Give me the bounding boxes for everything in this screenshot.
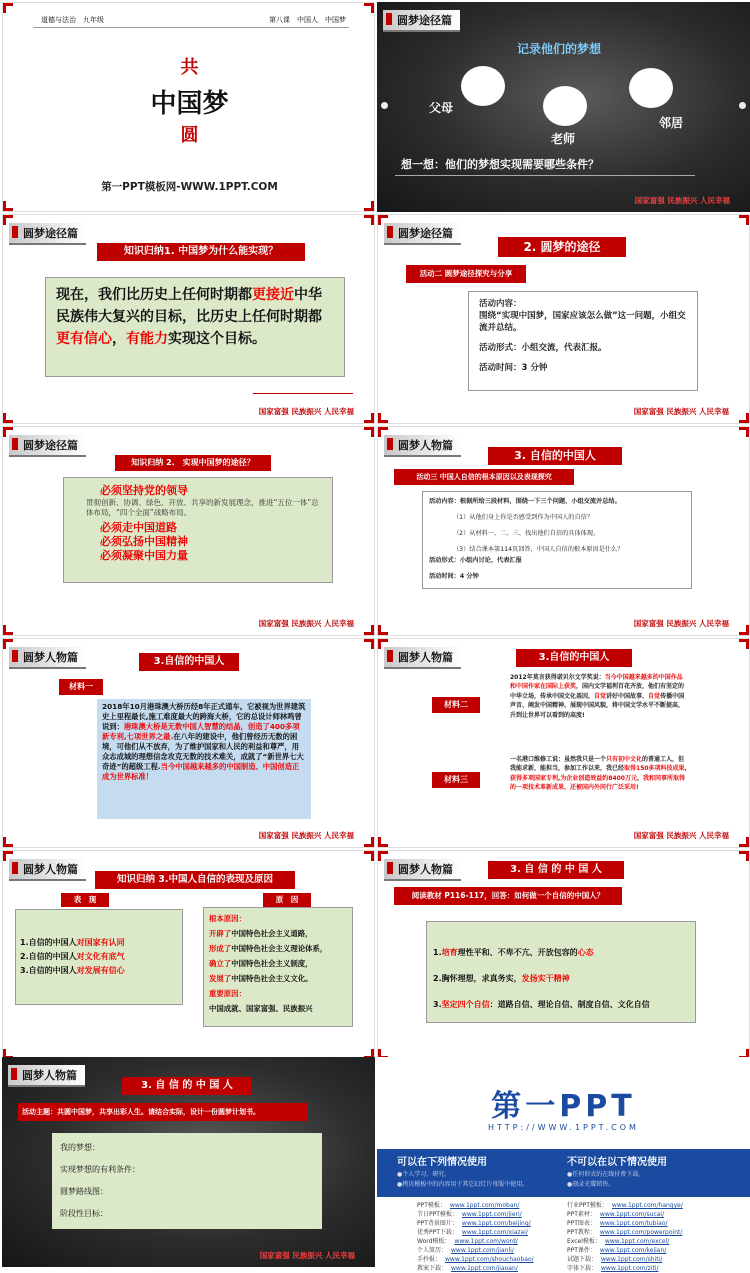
section-tag: 圆梦人物篇 [9,859,86,881]
material-2-text [510,673,688,720]
text-run: 中华民族伟大复兴的目标，比历史上任何时期都 [56,287,322,325]
link-item: Word模板： www.1ppt.com/word/ [417,1238,518,1245]
slide-8-material2-3[interactable] [377,638,750,848]
corner [739,639,749,649]
footer-slogan: 国家富强 民族振兴 人民幸福 [258,407,354,416]
slide-heading: 3. 自 信 的 中 国 人 [488,861,624,879]
material-text: 2018年10月港珠澳大桥历经8年正式通车。它被视为世界建筑史上里程最长,施工难度最大的跨海大桥，它的总设计师林鸣曾说到： [102,702,306,731]
material-3-text [510,755,688,793]
footer-slogan: 国家富强 民族振兴 人民幸福 [634,196,730,205]
section-tag: 圆梦途径篇 [383,10,460,32]
field-goals[interactable]: 阶段性目标： [60,1209,108,1218]
column-header-performance: 表 现 [61,893,109,907]
footer-slogan: 国家富强 民族振兴 人民幸福 [258,619,354,628]
corner [3,837,13,847]
link-item: PPT背景图片： www.1ppt.com/beijing/ [417,1220,531,1227]
corner [364,625,374,635]
label-teacher: 老师 [551,132,576,146]
time-line: 活动时间：4 分钟 [429,573,479,580]
highlight-run: 自觉 [648,692,661,700]
link-item: 教案下载： www.1ppt.com/jiaoan/ [417,1265,518,1272]
link-item: PPT教程： www.1ppt.com/powerpoint/ [567,1229,683,1236]
link-item: 字体下载： www.1ppt.com/ziti/ [567,1265,659,1272]
corner [3,3,13,13]
corner [739,837,749,847]
corner [739,625,749,635]
way-4: 必须凝聚中国力量 [100,549,188,562]
slide-heading: 3.自信的中国人 [139,653,239,671]
can-use-title: 可以在下列情况使用 [397,1157,487,1168]
highlight-run: 当今中国越来越多的中国作品和中国作家在国际上获奖 [510,674,683,691]
highlight-run: 自觉 [594,692,607,700]
link-item: 行业PPT模板： www.1ppt.com/hangye/ [567,1202,683,1209]
link-item: PPT模板： www.1ppt.com/moban/ [417,1202,520,1209]
question: 想一想：他们的梦想实现需要哪些条件？ [401,158,599,171]
knowledge-heading: 知识归纳1. 中国梦为什么能实现？ [97,243,305,261]
activity-label: 活动二 圆梦途径探究与分享 [406,265,526,283]
corner [364,201,374,211]
text-run: 2012年莫言获得诺贝尔文学奖说： [510,674,605,681]
highlight-run: 有能力 [126,331,168,347]
root-reason-label: 根本原因： [209,914,246,923]
divider [253,393,353,394]
section-tag: 圆梦人物篇 [384,435,461,457]
reason-item: 发展了中国特色社会主义文化。 [209,974,313,983]
can-use-1: ●个人学习、研究。 [397,1171,451,1178]
highlight-run: 我和同事所取得的一项技术革新成果，还被国内外同行广泛采用! [510,774,686,792]
material-3-label: 材料三 [432,772,480,788]
left-link-list [417,1201,534,1273]
performance-item: 1.自信的中国人对国家有认同 [20,938,125,947]
ways-box [63,477,333,583]
activity-box [468,291,698,391]
time-text: 活动时间：3 分钟 [479,363,548,373]
label-parents: 父母 [429,101,454,115]
field-roadmap[interactable]: 圆梦路线图： [60,1187,108,1196]
ppt-url[interactable]: HTTP://WWW.1PPT.COM [488,1123,639,1132]
corner [364,837,374,847]
neighbor-circle [629,68,673,108]
answer-box [426,921,696,1023]
corner [364,413,374,423]
slide-5-ways[interactable] [2,426,375,636]
slide-9-summary[interactable] [2,850,375,1060]
way-3: 必须弘扬中国精神 [100,535,188,548]
content-line: 活动内容：根据所给三段材料，围绕一下三个问题，小组交流并总结。 [429,498,621,505]
text-run: 一名港口维修工说：虽然我只是一个 [510,756,607,763]
corner [378,837,388,847]
answer-box [45,277,345,377]
knowledge-heading: 知识归纳 3.中国人自信的表现及原因 [95,871,295,889]
highlight-run: 更有信心 [56,331,112,347]
lesson-label: 第八课 中国人 中国梦 [269,16,346,24]
footer-slogan: 国家富强 民族振兴 人民幸福 [258,831,354,840]
footer-slogan: 国家富强 民族振兴 人民幸福 [259,1251,355,1260]
subject-label: 道德与法治 九年级 [41,16,104,24]
answer-2: 2.胸怀理想，求真务实，发扬实干精神 [433,974,570,983]
highlight-run: 更接近 [252,287,294,303]
corner [739,215,749,225]
section-tag: 圆梦途径篇 [384,223,461,245]
corner [364,215,374,225]
teacher-circle [543,86,587,126]
divider [395,175,695,176]
dot [381,102,388,109]
link-item: 手抄报： www.1ppt.com/shouchaobao/ [417,1256,534,1263]
material-text: 在八年的建设中，他们曾经历无数的困境，可他们从不放弃，为了维护国家和人民的利益和尊严，用众志成城的理想信念攻克无数的技术难关，成就了“新世界七大奇迹”的超级工程. [102,732,304,771]
slide-7-material1[interactable] [2,638,375,848]
link-item: PPT图表： www.1ppt.com/tubiao/ [567,1220,668,1227]
performance-item: 2.自信的中国人对文化有底气 [20,952,125,961]
corner [3,413,13,423]
link-item: 试题下载： www.1ppt.com/shiti/ [567,1256,663,1263]
footer-slogan: 国家富强 民族振兴 人民幸福 [633,407,729,416]
slide-10-how[interactable] [377,850,750,1060]
field-conditions[interactable]: 实现梦想的有利条件： [60,1165,140,1174]
corner [378,413,388,423]
slide-heading: 3.自信的中国人 [516,649,632,667]
right-link-list [567,1201,683,1273]
text-run: ， [636,774,643,782]
content-text: 围绕“实现中国梦，国家应该怎么做”这一问题，小组交流并总结。 [479,311,686,333]
slide-6-activity3[interactable] [377,426,750,636]
activity-label: 活动三 中国人自信的根本原因以及表现探究 [394,469,574,485]
way-1-detail: 贯彻创新、协调、绿色、开放、共享的新发展理念，推进“五位一体”总体布局，“四个全面”战略布局。 [86,498,319,517]
highlight-run: 当今中国越来越多的中国制造、中国创造正成为世界标准！ [102,762,300,781]
material-box [97,699,311,819]
corner [378,625,388,635]
slide-2-dreams[interactable] [377,2,750,212]
slide-heading: 3. 自信的中国人 [488,447,622,465]
reasons-box [203,907,353,1027]
parent-circle [461,66,505,106]
slide-11-plan[interactable] [2,1057,375,1267]
section-tag: 圆梦人物篇 [8,1065,85,1087]
activity-theme: 活动主题：共圆中国梦，共享出彩人生。请结合实际，设计一份圆梦计划书。 [18,1103,308,1121]
way-1: 必须坚持党的领导 [100,484,188,497]
reading-prompt: 阅读教材 P116-117，回答：如何做一个自信的中国人？ [394,887,622,905]
can-use-2: ●拷贝模板中的内容用于其它幻灯片母版中使用。 [397,1181,529,1188]
section-tag: 圆梦人物篇 [384,647,461,669]
text-run: ， [112,331,126,347]
slide-3-why[interactable] [2,214,375,424]
slide-heading: 3. 自 信 的 中 国 人 [122,1077,252,1095]
form-line: 活动形式：小组内讨论，代表汇报 [429,557,522,564]
corner [3,625,13,635]
slide-heading: 2. 圆梦的途径 [498,237,626,257]
text-run: 传播中国声音、阐发中国精神、展现中国风貌，将中国文学水平不断提高，升到让世界可以看到的高度! [510,692,685,719]
highlight-run: 取得150多项科技成果,获得多项国家专利,为企业创造效益约8400万元 [510,765,687,782]
knowledge-heading: 知识归纳 2. 实现中国梦的途径？ [115,455,271,471]
link-item: 优秀PPT下载： www.1ppt.com/xiazai/ [417,1229,528,1236]
important-reason-label: 重要原因： [209,989,246,998]
link-item: 节日PPT模板： www.1ppt.com/jieri/ [417,1211,522,1218]
section-tag: 圆梦人物篇 [9,647,86,669]
question-2: （2）从材料一、二、三、找出他们自信的具体体现。 [453,530,600,537]
reason-item: 确立了中国特色社会主义制度， [209,959,313,968]
material-2-label: 材料二 [432,697,480,713]
corner [364,427,374,437]
section-tag: 圆梦人物篇 [384,859,461,881]
corner [739,413,749,423]
highlight-run: 港珠澳大桥是无数中国人智慧的结晶，创造了400多项新专利,七项世界之最. [102,722,300,741]
performance-box [15,909,183,1005]
performance-item: 3.自信的中国人对发展有信心 [20,966,125,975]
link-item: PPT素材： www.1ppt.com/sucai/ [567,1211,665,1218]
slide-12-ppt-ad[interactable] [377,1057,750,1272]
corner [364,639,374,649]
slide-heading: 记录他们的梦想 [517,42,602,56]
corner [739,851,749,861]
text-run: ，国内文学福利百花齐放，他们有坚定的中华立场，传承中国文化基因， [510,683,685,700]
plan-form[interactable] [52,1133,322,1229]
important-reason-text: 中国成就、国家富强、民族振兴 [209,1004,313,1013]
site-label: 第一PPT模板网-WWW.1PPT.COM [101,181,278,193]
text-run: 的普通工人，但我能求新，能担当，参加工作以来，我已经 [510,756,685,773]
text-run: 现在，我们比历史上任何时期都 [56,287,252,303]
slide-1-cover[interactable] [2,2,375,212]
form-text: 活动形式：小组交流，代表汇报。 [479,343,607,353]
footer-slogan: 国家富强 民族振兴 人民幸福 [633,831,729,840]
activity-box [422,491,692,589]
way-2: 必须走中国道路 [100,521,177,534]
corner [364,3,374,13]
title-top: 共 [180,57,199,78]
answer-3: 3.坚定四个自信：道路自信、理论自信、制度自信、文化自信 [433,1000,650,1009]
link-item: 个人简历： www.1ppt.com/jianli/ [417,1247,514,1254]
corner [3,201,13,211]
highlight-run: 只有初中文化 [606,756,643,763]
reason-item: 开辟了中国特色社会主义道路， [209,929,313,938]
link-item: Excel模板： www.1ppt.com/excel/ [567,1238,670,1245]
footer-slogan: 国家富强 民族振兴 人民幸福 [633,619,729,628]
text-run: 实现这个目标。 [168,331,266,347]
slide-4-path[interactable] [377,214,750,424]
column-header-reasons: 原 因 [263,893,311,907]
ppt-logo: 第一PPT [491,1089,636,1124]
question-3: （3）结合课本第114页回答，中国人自信的根本原因是什么？ [453,546,624,553]
section-tag: 圆梦途径篇 [9,223,86,245]
text-run: 讲好中国故事、 [606,692,649,700]
cannot-use-title: 不可以在以下情况使用 [567,1157,667,1168]
reason-item: 形成了中国特色社会主义理论体系， [209,944,328,953]
cannot-use-2: ●刻录光碟销售。 [567,1181,615,1188]
field-dream[interactable]: 我的梦想： [60,1143,100,1152]
link-item: PPT课件： www.1ppt.com/kejian/ [567,1247,667,1254]
content-label: 活动内容： [479,299,522,309]
dot [739,102,746,109]
corner [739,427,749,437]
cannot-use-1: ●任何形式的在线付费下载。 [567,1171,645,1178]
title-bottom: 圆 [180,125,199,146]
question-1: （1）从他们身上你是否感受到作为中国人的自信？ [453,514,594,521]
section-tag: 圆梦途径篇 [9,435,86,457]
material-label: 材料一 [59,679,103,695]
label-neighbor: 邻居 [659,116,684,130]
divider [33,27,349,28]
title-main: 中国梦 [150,89,229,119]
corner [364,851,374,861]
answer-1: 1.培育理性平和、不卑不亢、开放包容的心态 [433,948,594,957]
